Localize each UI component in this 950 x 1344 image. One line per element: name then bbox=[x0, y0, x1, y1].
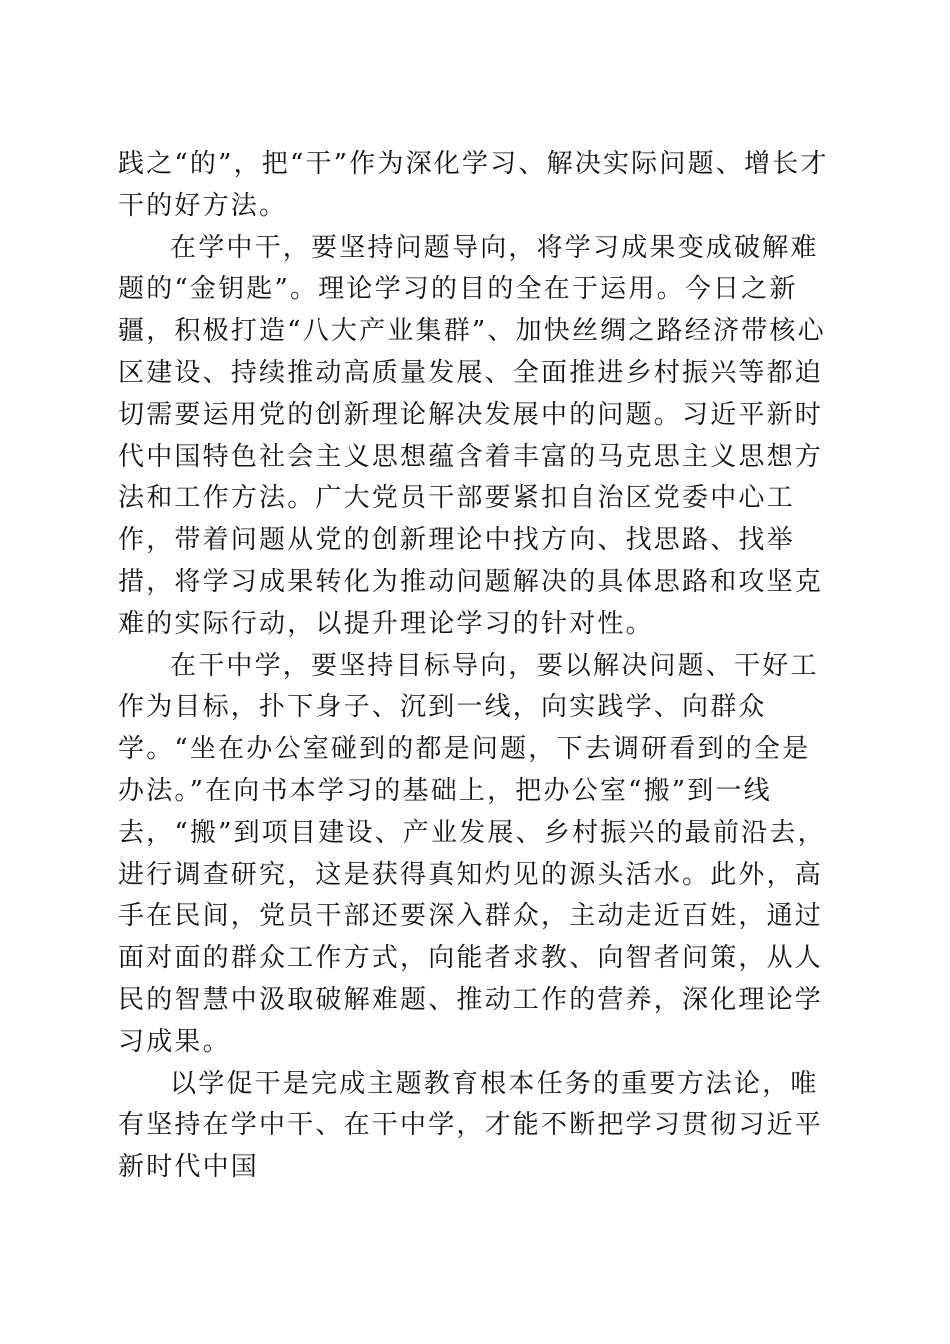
paragraph-work-while-learning: 在干中学，要坚持目标导向，要以解决问题、干好工作为目标，扑下身子、沉到一线，向实践学、向群众学。“坐在办公室碰到的都是问题，下去调研看到的全是办法。”在向书本学习的基础上，把办公室“搬”到一线去，“搬”到项目建设、产业发展、乡村振兴的最前沿去，进行调查研究，这是获得真知灼见的源头活水。此外，高手在民间，党员干部还要深入群众，主动走近百姓，通过面对面的群众工作方式，向能者求教、向智者问策，从人民的智慧中汲取破解难题、推动工作的营养，深化理论学习成果。 bbox=[118, 650, 826, 1057]
document-body bbox=[118, 144, 838, 1189]
paragraph-conclusion: 以学促干是完成主题教育根本任务的重要方法论，唯有坚持在学中干、在干中学，才能不断把学习贯彻习近平新时代中国 bbox=[118, 1068, 824, 1183]
paragraph-continuation: 践之“的”，把“干”作为深化学习、解决实际问题、增长才干的好方法。 bbox=[118, 149, 829, 221]
paragraph-learn-while-working: 在学中干，要坚持问题导向，将学习成果变成破解难题的“金钥匙”。理论学习的目的全在于运用。今日之新疆，积极打造“八大产业集群”、加快丝绸之路经济带核心区建设、持续推动高质量发展、全面推进乡村振兴等都迫切需要运用党的创新理论解决发展中的问题。习近平新时代中国特色社会主义思想蕴含着丰富的马克思主义思想方法和工作方法。广大党员干部要紧扣自治区党委中心工作，带着问题从党的创新理论中找方向、找思路、找举措，将学习成果转化为推动问题解决的具体思路和攻坚克难的实际行动，以提升理论学习的针对性。 bbox=[118, 232, 826, 639]
